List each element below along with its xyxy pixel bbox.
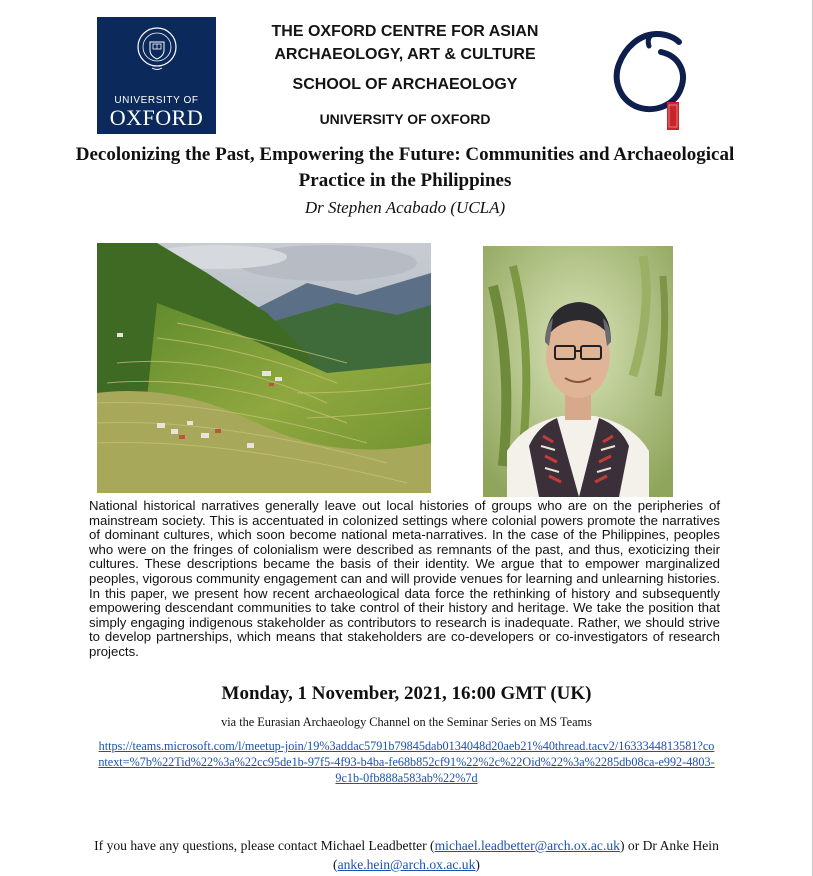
contact-prefix: If you have any questions, please contact Michael Leadbetter ( bbox=[94, 838, 435, 853]
speaker-photo bbox=[483, 246, 673, 497]
contact-info bbox=[90, 836, 723, 874]
centre-heading: THE OXFORD CENTRE FOR ASIAN ARCHAEOLOGY, ART & CULTURE bbox=[271, 23, 539, 63]
oxford-logo bbox=[97, 17, 216, 134]
logo-oxford: OXFORD bbox=[109, 105, 204, 130]
talk-title: Decolonizing the Past, Empowering the Future: Communities and Archaeological Practice in the Philippines bbox=[75, 144, 735, 191]
teams-meeting-link[interactable]: https://teams.microsoft.com/l/meetup-join/19%3addac5791b79845dab0134048d20aeb21%40thread.tacv2/1633344813581?context=%7b%22Tid%22%3a%22cc95de1b-97f5-4f93-b4ba-fe68b852cf91%22%2c%22Oid%22%3a%2285db08ca-e992-4803-9c1b-0fb888a583ab%22%7d bbox=[98, 739, 715, 785]
logo-university-of: UNIVERSITY OF bbox=[114, 95, 199, 106]
email-link-leadbetter[interactable]: michael.leadbetter@arch.ox.ac.uk bbox=[434, 838, 620, 853]
school-heading: SCHOOL OF ARCHAEOLOGY bbox=[292, 76, 518, 93]
event-datetime: Monday, 1 November, 2021, 16:00 GMT (UK) bbox=[221, 683, 592, 704]
university-heading: UNIVERSITY OF OXFORD bbox=[319, 111, 491, 127]
rice-terraces-photo bbox=[97, 243, 431, 493]
event-venue: via the Eurasian Archaeology Channel on the Seminar Series on MS Teams bbox=[221, 715, 592, 729]
email-link-hein[interactable]: anke.hein@arch.ox.ac.uk bbox=[337, 857, 476, 872]
abstract-text: National historical narratives generally leave out local histories of groups who are on the peripheries of mainstream society. This is accentuated in colonized settings where colonial powers promote the narratives of dominant cultures, which soon become national meta-narratives. In the case of the Philippines, peoples who were on the fringes of colonialism were described as remnants of the past, and thus, exoticizing their cultures. These descriptions became the basis of their identity. We argue that to empower marginalized peoples, vigorous community engagement can and will provide venues for learning and unlearning histories. In this paper, we present how recent archaeological data force the rethinking of history and subsequently empowering descendant communities to take control of their history and heritage. We take the position that simply engaging indigenous stakeholder as contributors to research is inadequate. Rather, we should strive to develop partnerships, which means that stakeholders are co-developers or co-investigators of research projects. bbox=[89, 498, 720, 659]
enso-logo-icon bbox=[609, 24, 691, 132]
contact-middle: ) or Dr Anke Hein ( bbox=[333, 838, 719, 872]
contact-suffix: ) bbox=[475, 857, 480, 872]
speaker-name: Dr Stephen Acabado (UCLA) bbox=[304, 198, 506, 217]
oxford-crest-icon bbox=[136, 26, 178, 72]
